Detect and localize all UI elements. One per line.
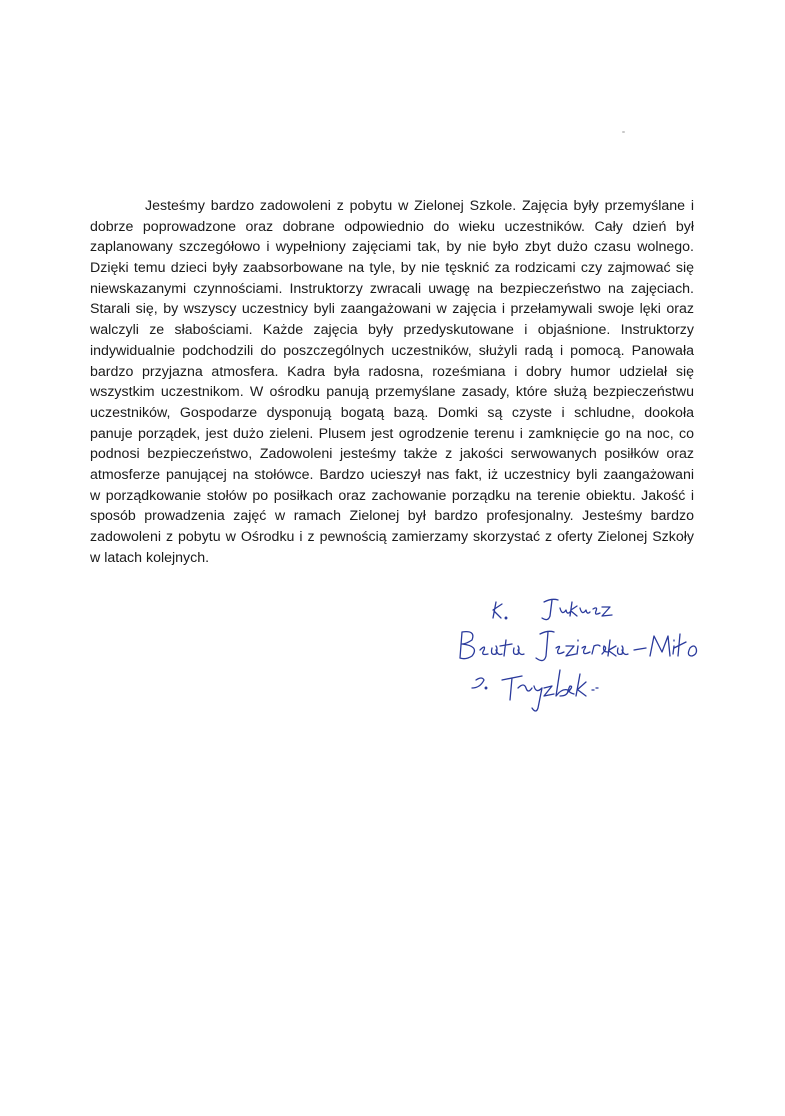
letter-line: w latach kolejnych. [90,549,210,566]
signatures-drawing [456,596,716,726]
letter-line: zadowoleni z pobytu w Ośrodku i z pewnością zamierzamy skorzystać z oferty Zielonej Szkoły [90,529,694,545]
letter-line: panuje porządek, jest dużo zieleni. Plusem jest ogrodzenie terenu i zamknięcie go na noc, co [90,425,694,442]
letter-line: Dzięki temu dzieci były zaabsorbowane na tyle, by nie tęsknić za rodzicami czy zajmować się [90,260,694,277]
letter-line: niewskazanymi czynnościami. Instruktorzy zwracali uwagę na bezpieczeństwo na zajęciach. [90,280,694,297]
signature-2 [460,631,697,660]
letter-line: wszystkim uczestnikom. W ośrodku panują przemyślane zasady, które służą bezpieczeństwu [90,384,694,401]
letter-line: sposób prowadzenia zajęć w ramach Zielonej był bardzo profesjonalny. Jesteśmy bardzo [90,508,694,525]
letter-line: w porządkowanie stołów po posiłkach oraz zachowanie porządku na terenie obiektu. Jakość i [90,487,694,504]
letter-line: podnosi bezpieczeństwo, Zadowoleni jesteśmy także z jakości serwowanych posiłków oraz [90,446,694,463]
letter-body [90,196,694,568]
signature-ink [460,599,697,711]
letter-line: Jesteśmy bardzo zadowoleni z pobytu w Zielonej Szkole. Zajęcia były przemyślane i [145,198,694,214]
letter-line: walczyli ze słabościami. Każde zajęcia były przedyskutowane i objaśnione. Instruktorzy [90,322,694,339]
letter-line: indywidualnie podchodzili do poszczególnych uczestników, służyli radą i pomocą. Panowała [90,342,694,359]
signature-1 [493,599,612,619]
signature-3 [472,670,598,711]
letter-line: Starali się, by wszyscy uczestnicy byli zaangażowani w zajęcia i przełamywali swoje lęki oraz [90,301,694,318]
letter-line: atmosferze panującej na stołówce. Bardzo ucieszył nas fakt, iż uczestnicy byli zaangażowani [90,466,694,483]
letter-line: zaplanowany szczegółowo i wypełniony zajęciami tak, by nie było zbyt dużo czasu wolnego. [90,239,694,256]
handwritten-signatures [456,596,716,726]
letter-line: bardzo przyjazna atmosfera. Kadra była radosna, roześmiana i dobry humor udzielał się [90,363,694,380]
scan-speck [622,131,625,133]
letter-line: uczestników, Gospodarze dysponują bogatą bazą. Domki są czyste i schludne, dookoła [90,404,694,421]
letter-line: dobrze poprowadzone oraz dobrane odpowiednio do wieku uczestników. Cały dzień był [90,218,694,235]
